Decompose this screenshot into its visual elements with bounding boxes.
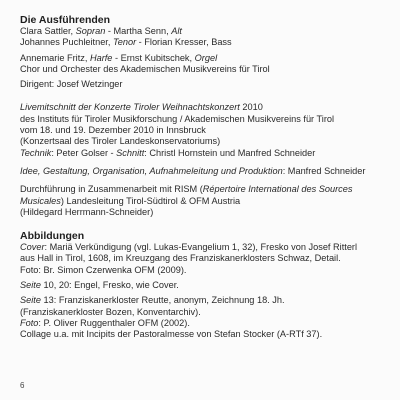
voice-role: Tenor [112, 37, 137, 48]
foto-text: : P. Oliver Ruggenthaler OFM (2002). [38, 317, 190, 328]
performers-line-1 [20, 26, 390, 37]
instrument-role: Harfe [89, 52, 113, 63]
ensemble-line: Chor und Orchester des Akademischen Musikvereins für Tirol [20, 63, 270, 74]
performers-list [20, 26, 390, 90]
schnitt-text: : Christl Hornstein und Manfred Schneider [144, 147, 316, 158]
page-content [20, 14, 390, 341]
concert-title: Tiroler Weihnachtskonzert [133, 102, 240, 113]
page-10-line [20, 280, 390, 291]
execution-text: Durchführung in Zusammenarbeit mit RISM ( [20, 184, 203, 195]
illustrations-heading: Abbildungen [20, 230, 85, 243]
singer-name: Clara Sattler, [20, 26, 76, 36]
cover-line-3: Foto: Br. Simon Czerwenka OFM (2009). [20, 264, 187, 275]
page-number: 6 [20, 381, 25, 390]
recording-line-4: (Konzertsaal des Tiroler Landeskonservatoriums) [20, 136, 221, 147]
seite-text: 13: Franziskanerkloster Reutte, anonym, Zeichnung 18. Jh. [40, 295, 285, 306]
conductor-line: Dirigent: Josef Wetzinger [20, 79, 123, 90]
cover-line-1 [20, 242, 390, 253]
cover-text: : Mariä Verkündigung (vgl. Lukas-Evangelium 1, 32), Fresko von Josef Ritterl [44, 242, 358, 253]
execution-line-2 [20, 196, 390, 207]
idea-label: Idee, Gestaltung, Organisation, Aufnahmeleitung und Produktion [20, 165, 283, 176]
performers-line-2 [20, 37, 390, 48]
technik-label: Technik [20, 147, 52, 158]
player-name: - Ernst Kubitschek, [112, 52, 195, 63]
foto-label: Foto [20, 317, 39, 328]
voice-role: Bass [211, 37, 232, 48]
technik-line [20, 148, 390, 159]
recording-line-3: vom 18. und 19. Dezember 2010 in Innsbruck [20, 125, 206, 136]
voice-role: Sopran [75, 26, 106, 36]
execution-text: ) Landesleitung Tirol-Südtirol & OFM Austria [60, 195, 241, 206]
idea-info [20, 166, 390, 177]
instrument-role: Orgel [194, 52, 218, 63]
execution-line-1 [20, 184, 390, 195]
page-13-line-4: Collage u.a. mit Incipits der Pastoralmesse von Stefan Stocker (A-RTf 37). [20, 329, 323, 340]
concert-year: 2010 [239, 102, 263, 113]
performers-heading: Die Ausführenden [20, 14, 111, 26]
technik-text: : Peter Golser - [51, 147, 117, 158]
rism-name: Musicales [20, 195, 61, 206]
schnitt-label: Schnitt [116, 147, 145, 158]
page-13-line [20, 295, 390, 306]
illustrations-list [20, 242, 390, 340]
page-13-line-2: (Franziskanerkloster Bozen, Konventarchiv). [20, 306, 201, 317]
singer-name: Johannes Puchleitner, [20, 37, 113, 48]
seite-text: 10, 20: Engel, Fresko, wie Cover. [40, 280, 179, 291]
recording-line-1 [20, 102, 390, 113]
singer-name: - Martha Senn, [105, 26, 172, 36]
execution-info [20, 184, 390, 218]
singer-name: - Florian Kresser, [136, 37, 212, 48]
idea-line [20, 166, 390, 177]
recording-line-2: des Instituts für Tiroler Musikforschung / Akademischen Musikvereins für Tirol [20, 113, 335, 124]
performers-line-3 [20, 53, 390, 64]
voice-role: Alt [171, 26, 182, 36]
seite-label: Seite [20, 295, 41, 306]
execution-line-3: (Hildegard Herrmann-Schneider) [20, 206, 154, 217]
cover-label: Cover [20, 242, 45, 253]
player-name: Annemarie Fritz, [20, 52, 90, 63]
recording-info [20, 102, 390, 158]
seite-label: Seite [20, 280, 41, 291]
idea-name: : Manfred Schneider [282, 165, 366, 176]
rism-name: Répertoire International des Sources [202, 184, 353, 195]
cover-line-2: aus Hall in Tirol, 1608, im Kreuzgang des Franziskanerklosters Schwaz, Detail. [20, 253, 341, 264]
recording-label: Livemitschnitt der Konzerte [20, 102, 134, 113]
page-13-foto-line [20, 318, 390, 329]
